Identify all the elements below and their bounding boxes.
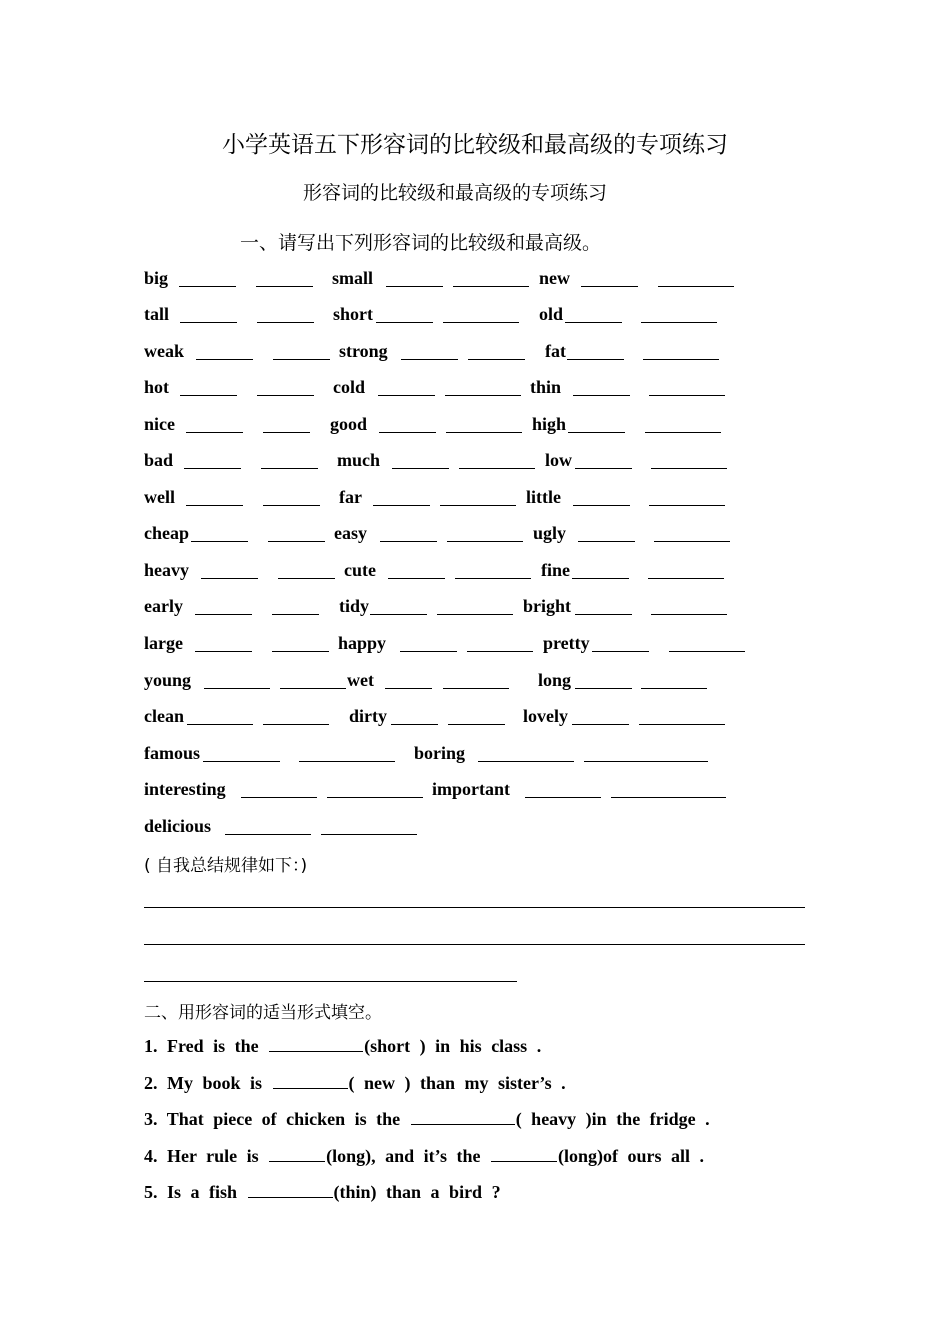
superlative-blank[interactable]: [272, 614, 319, 615]
adjective-word: low: [545, 450, 572, 470]
adjective-word: wet: [347, 670, 374, 690]
summary-answer-line[interactable]: [144, 944, 805, 945]
comparative-blank[interactable]: [186, 505, 243, 506]
question-text: Fred is the: [167, 1036, 259, 1056]
comparative-blank[interactable]: [572, 578, 629, 579]
adjective-word: little: [526, 487, 561, 507]
superlative-blank[interactable]: [440, 505, 516, 506]
question-text: Her rule is: [167, 1146, 259, 1166]
superlative-blank[interactable]: [641, 322, 717, 323]
adjective-word: short: [333, 304, 373, 324]
comparative-blank[interactable]: [386, 286, 443, 287]
comparative-blank[interactable]: [180, 322, 237, 323]
exercise-row: [0, 449, 950, 473]
superlative-blank[interactable]: [639, 724, 725, 725]
section-1-heading: 一、请写出下列形容词的比较级和最高级。: [240, 232, 602, 254]
comparative-blank[interactable]: [201, 578, 258, 579]
adjective-word: easy: [334, 523, 367, 543]
comparative-blank[interactable]: [400, 651, 457, 652]
page-title: 小学英语五下形容词的比较级和最高级的专项练习: [222, 132, 728, 158]
adjective-word: interesting: [144, 779, 226, 799]
exercise-row: [0, 413, 950, 437]
superlative-blank[interactable]: [649, 395, 725, 396]
comparative-blank[interactable]: [592, 651, 649, 652]
superlative-blank[interactable]: [584, 761, 708, 762]
answer-blank[interactable]: [269, 1035, 363, 1052]
comparative-blank[interactable]: [380, 541, 437, 542]
superlative-blank[interactable]: [649, 505, 725, 506]
question-number: 4.: [144, 1146, 158, 1166]
question-text: ( new ) than my sister’s .: [348, 1073, 566, 1093]
comparative-blank[interactable]: [203, 761, 280, 762]
comparative-blank[interactable]: [385, 688, 432, 689]
section-2-heading: 二、用形容词的适当形式填空。: [144, 1003, 382, 1023]
superlative-blank[interactable]: [645, 432, 721, 433]
adjective-word: new: [539, 268, 570, 288]
superlative-blank[interactable]: [443, 688, 509, 689]
exercise-row: [0, 376, 950, 400]
summary-prompt: ( 自我总结规律如下：): [144, 856, 308, 876]
comparative-blank[interactable]: [196, 359, 253, 360]
comparative-blank[interactable]: [581, 286, 638, 287]
superlative-blank[interactable]: [641, 688, 707, 689]
superlative-blank[interactable]: [321, 834, 417, 835]
comparative-blank[interactable]: [370, 614, 427, 615]
adjective-word: good: [330, 414, 368, 434]
adjective-word: large: [144, 633, 183, 653]
comparative-blank[interactable]: [186, 432, 243, 433]
comparative-blank[interactable]: [373, 505, 430, 506]
superlative-blank[interactable]: [448, 724, 505, 725]
adjective-word: weak: [144, 341, 184, 361]
adjective-word: tidy: [339, 596, 370, 616]
superlative-blank[interactable]: [468, 359, 525, 360]
question-text: That piece of chicken is the: [166, 1109, 401, 1129]
adjective-word: cold: [333, 377, 366, 397]
adjective-word: important: [432, 779, 510, 799]
question-text: (short ) in his class .: [364, 1036, 542, 1056]
adjective-word: fine: [541, 560, 570, 580]
comparative-blank[interactable]: [575, 468, 632, 469]
comparative-blank[interactable]: [572, 724, 629, 725]
exercise-row: [0, 340, 950, 364]
superlative-blank[interactable]: [272, 651, 329, 652]
comparative-blank[interactable]: [568, 432, 625, 433]
adjective-word: strong: [339, 341, 388, 361]
question-number: 3.: [144, 1109, 158, 1129]
exercise-row: [0, 559, 950, 583]
superlative-blank[interactable]: [280, 688, 346, 689]
superlative-blank[interactable]: [648, 578, 724, 579]
adjective-word: small: [332, 268, 374, 288]
comparative-blank[interactable]: [376, 322, 433, 323]
superlative-blank[interactable]: [257, 395, 314, 396]
answer-blank[interactable]: [411, 1108, 515, 1125]
exercise-row: [0, 595, 950, 619]
comparative-blank[interactable]: [241, 797, 317, 798]
superlative-blank[interactable]: [263, 505, 320, 506]
superlative-blank[interactable]: [651, 468, 727, 469]
summary-answer-line[interactable]: [144, 981, 517, 982]
superlative-blank[interactable]: [263, 432, 310, 433]
exercise-row: [0, 705, 950, 729]
answer-blank[interactable]: [273, 1072, 348, 1089]
superlative-blank[interactable]: [278, 578, 335, 579]
superlative-blank[interactable]: [447, 541, 523, 542]
superlative-blank[interactable]: [327, 797, 423, 798]
exercise-row: [0, 632, 950, 656]
superlative-blank[interactable]: [437, 614, 513, 615]
adjective-word: delicious: [144, 816, 212, 836]
exercise-row: [0, 669, 950, 693]
superlative-blank[interactable]: [453, 286, 529, 287]
question-1: [144, 1035, 541, 1057]
superlative-blank[interactable]: [654, 541, 730, 542]
adjective-word: heavy: [144, 560, 189, 580]
adjective-word: fat: [545, 341, 566, 361]
comparative-blank[interactable]: [379, 432, 436, 433]
adjective-word: long: [538, 670, 572, 690]
question-text: (thin) than a bird ?: [333, 1182, 501, 1202]
superlative-blank[interactable]: [273, 359, 330, 360]
superlative-blank[interactable]: [256, 286, 313, 287]
comparative-blank[interactable]: [195, 651, 252, 652]
question-text: (long)of ours all .: [558, 1146, 705, 1166]
comparative-blank[interactable]: [184, 468, 241, 469]
adjective-word: famous: [144, 743, 201, 763]
answer-blank[interactable]: [269, 1145, 325, 1162]
superlative-blank[interactable]: [268, 541, 325, 542]
adjective-word: clean: [144, 706, 184, 726]
superlative-blank[interactable]: [611, 797, 726, 798]
question-text: (long), and it’s the: [326, 1146, 481, 1166]
adjective-word: happy: [338, 633, 387, 653]
adjective-word: cute: [344, 560, 376, 580]
adjective-word: thin: [530, 377, 562, 397]
superlative-blank[interactable]: [257, 322, 314, 323]
page-subtitle: 形容词的比较级和最高级的专项练习: [302, 182, 607, 204]
comparative-blank[interactable]: [180, 395, 237, 396]
comparative-blank[interactable]: [575, 614, 632, 615]
adjective-word: young: [144, 670, 192, 690]
comparative-blank[interactable]: [388, 578, 445, 579]
question-text: My book is: [167, 1073, 263, 1093]
superlative-blank[interactable]: [467, 651, 533, 652]
superlative-blank[interactable]: [455, 578, 531, 579]
exercise-row: [0, 486, 950, 510]
exercise-row: [0, 522, 950, 546]
answer-blank[interactable]: [491, 1145, 557, 1162]
comparative-blank[interactable]: [391, 724, 438, 725]
comparative-blank[interactable]: [187, 724, 253, 725]
adjective-word: old: [539, 304, 564, 324]
adjective-word: early: [144, 596, 183, 616]
comparative-blank[interactable]: [575, 688, 632, 689]
question-5: [144, 1181, 501, 1203]
answer-blank[interactable]: [248, 1181, 333, 1198]
adjective-word: bad: [144, 450, 174, 470]
adjective-word: high: [532, 414, 567, 434]
question-3: [144, 1108, 710, 1130]
adjective-word: tall: [144, 304, 169, 324]
adjective-word: dirty: [349, 706, 387, 726]
adjective-word: ugly: [533, 523, 567, 543]
comparative-blank[interactable]: [565, 322, 622, 323]
comparative-blank[interactable]: [573, 505, 630, 506]
question-number: 5.: [144, 1182, 158, 1202]
superlative-blank[interactable]: [651, 614, 727, 615]
superlative-blank[interactable]: [261, 468, 318, 469]
superlative-blank[interactable]: [669, 651, 745, 652]
exercise-row: [0, 742, 950, 766]
comparative-blank[interactable]: [578, 541, 635, 542]
adjective-word: cheap: [144, 523, 189, 543]
adjective-word: far: [339, 487, 362, 507]
question-2: [144, 1072, 566, 1094]
superlative-blank[interactable]: [643, 359, 719, 360]
question-number: 2.: [144, 1073, 158, 1093]
exercise-row: [0, 303, 950, 327]
comparative-blank[interactable]: [204, 688, 270, 689]
exercise-row: [0, 267, 950, 291]
comparative-blank[interactable]: [401, 359, 458, 360]
question-text: Is a fish: [167, 1182, 238, 1202]
superlative-blank[interactable]: [446, 432, 522, 433]
adjective-word: boring: [414, 743, 466, 763]
superlative-blank[interactable]: [459, 468, 535, 469]
comparative-blank[interactable]: [478, 761, 574, 762]
superlative-blank[interactable]: [263, 724, 329, 725]
adjective-word: well: [144, 487, 175, 507]
comparative-blank[interactable]: [195, 614, 252, 615]
comparative-blank[interactable]: [378, 395, 435, 396]
question-number: 1.: [144, 1036, 158, 1056]
adjective-word: hot: [144, 377, 170, 397]
superlative-blank[interactable]: [443, 322, 519, 323]
adjective-word: pretty: [543, 633, 590, 653]
adjective-word: nice: [144, 414, 175, 434]
comparative-blank[interactable]: [573, 395, 630, 396]
exercise-row: [0, 778, 950, 802]
comparative-blank[interactable]: [525, 797, 601, 798]
comparative-blank[interactable]: [179, 286, 236, 287]
superlative-blank[interactable]: [299, 761, 395, 762]
comparative-blank[interactable]: [191, 541, 248, 542]
adjective-word: bright: [523, 596, 572, 616]
superlative-blank[interactable]: [658, 286, 734, 287]
comparative-blank[interactable]: [567, 359, 624, 360]
exercise-row: [0, 815, 950, 839]
adjective-word: big: [144, 268, 169, 288]
superlative-blank[interactable]: [445, 395, 521, 396]
comparative-blank[interactable]: [392, 468, 449, 469]
adjective-word: lovely: [523, 706, 568, 726]
comparative-blank[interactable]: [225, 834, 311, 835]
summary-answer-line[interactable]: [144, 907, 805, 908]
question-4: [144, 1145, 704, 1167]
adjective-word: much: [337, 450, 381, 470]
question-text: ( heavy )in the fridge .: [515, 1109, 710, 1129]
